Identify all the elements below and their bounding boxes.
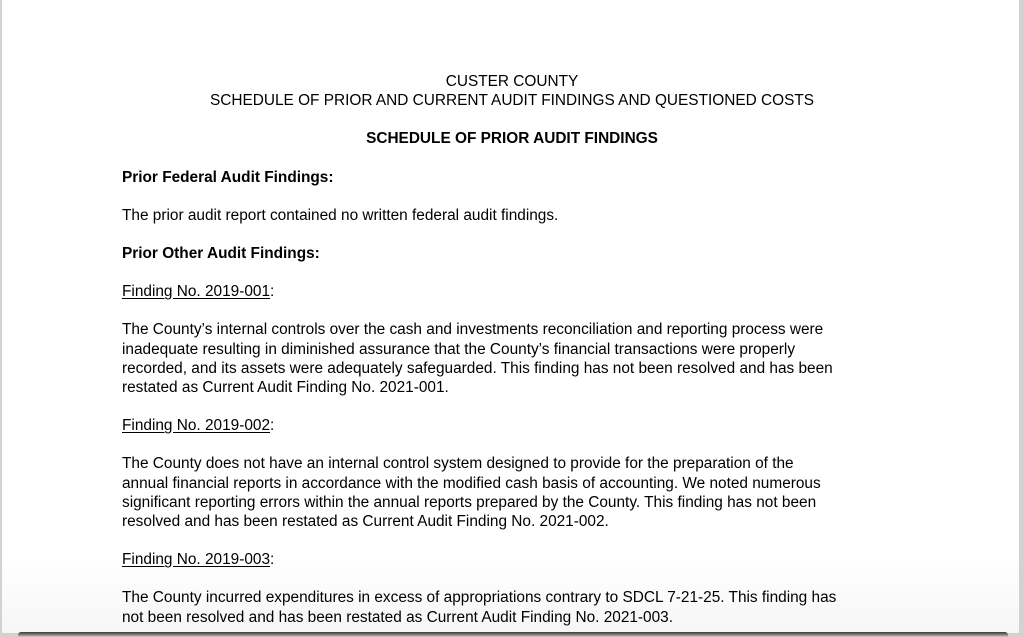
finding-label bbox=[122, 550, 922, 569]
federal-findings-heading: Prior Federal Audit Findings: bbox=[122, 168, 334, 186]
page-bottom-edge bbox=[18, 632, 1008, 637]
finding-2019-002 bbox=[122, 416, 922, 531]
finding-2019-003 bbox=[122, 550, 922, 627]
finding-label bbox=[122, 416, 922, 435]
section-title: SCHEDULE OF PRIOR AUDIT FINDINGS bbox=[366, 130, 658, 148]
finding-number: Finding No. 2019-001 bbox=[122, 283, 271, 301]
finding-number: Finding No. 2019-002 bbox=[122, 417, 271, 435]
finding-colon: : bbox=[270, 551, 275, 569]
finding-2019-001 bbox=[122, 282, 922, 397]
finding-colon: : bbox=[270, 417, 275, 435]
finding-label bbox=[122, 282, 922, 301]
document-header bbox=[122, 72, 902, 149]
finding-text: The County incurred expenditures in excess of appropriations contrary to SDCL 7-21-25. This finding has not been resolved and has been restated as Current Audit Finding No. 2021-003. bbox=[122, 589, 837, 626]
document-page bbox=[2, 0, 1019, 633]
finding-colon: : bbox=[270, 283, 275, 301]
finding-number: Finding No. 2019-003 bbox=[122, 551, 271, 569]
finding-text: The County’s internal controls over the cash and investments reconciliation and reporting process were inadequate resulting in diminished assurance that the County’s financial transactions were properly recorded, and its assets were adequately safeguarded. This finding has not been resolved and has been restated as Current Audit Finding No. 2021-001. bbox=[122, 321, 833, 397]
schedule-title: SCHEDULE OF PRIOR AND CURRENT AUDIT FINDINGS AND QUESTIONED COSTS bbox=[209, 92, 815, 110]
finding-text: The County does not have an internal control system designed to provide for the preparation of the annual financial reports in accordance with the modified cash basis of accounting. We noted numerous significant reporting errors within the annual reports prepared by the County. This finding has not been resolved and has been restated as Current Audit Finding No. 2021-002. bbox=[122, 455, 821, 531]
other-findings-heading: Prior Other Audit Findings: bbox=[122, 245, 320, 263]
entity-name: CUSTER COUNTY bbox=[445, 73, 579, 90]
federal-findings-text: The prior audit report contained no written federal audit findings. bbox=[122, 206, 559, 224]
page-content bbox=[122, 72, 922, 627]
